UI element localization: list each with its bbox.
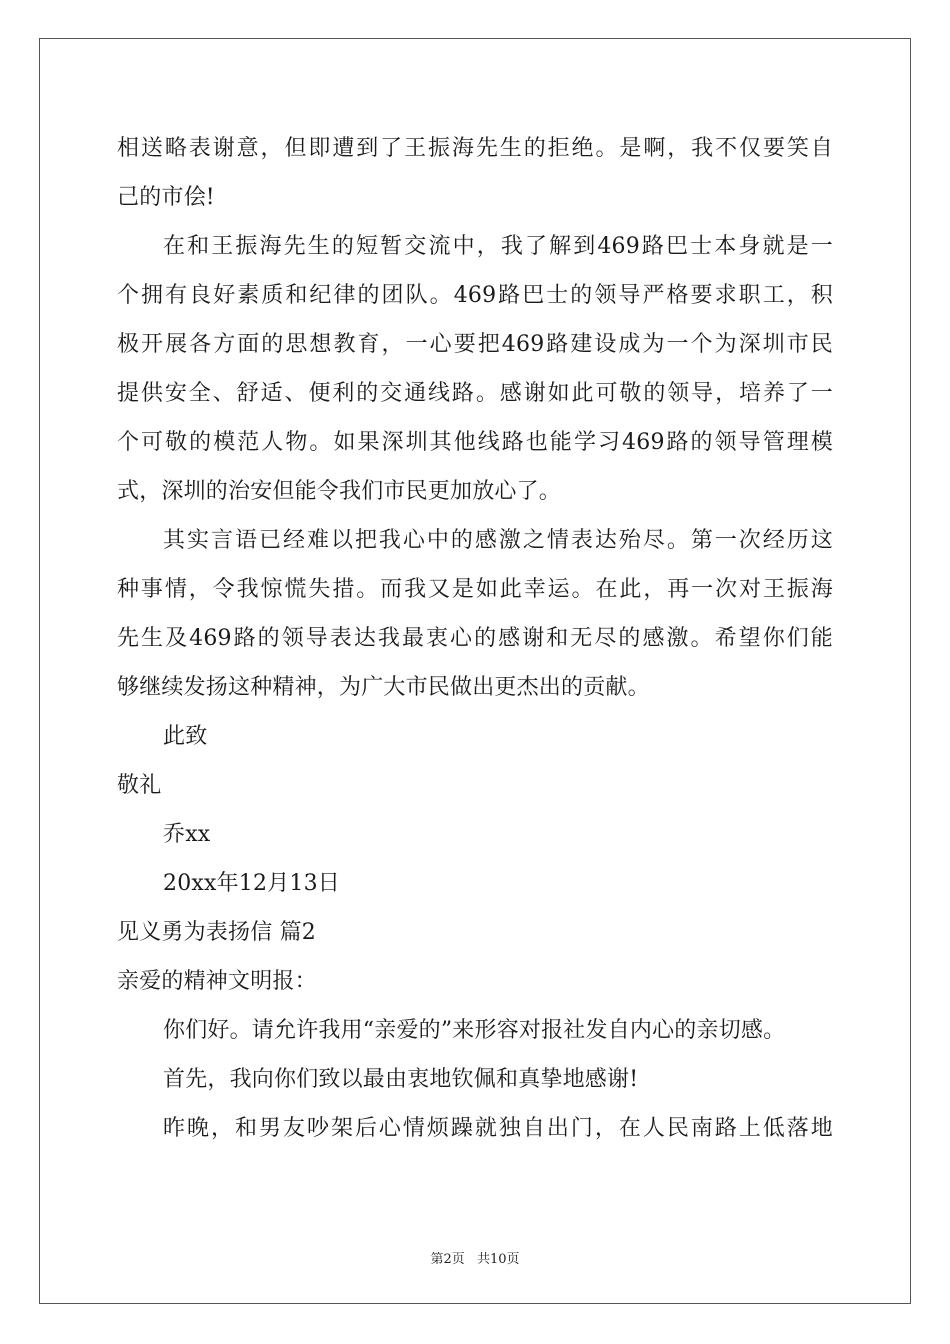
paragraph-start-line: 在和王振海先生的短暂交流中，我了解到469路巴士本身就是一 bbox=[163, 234, 833, 259]
text-line: 个拥有良好素质和纪律的团队。469路巴士的领导严格要求职工，积 bbox=[117, 283, 833, 308]
closing-phrase: 此致 bbox=[163, 724, 208, 749]
text-line: 式，深圳的治安但能令我们市民更加放心了。 bbox=[117, 479, 562, 504]
document-body bbox=[117, 124, 837, 1153]
paragraph-start-line: 首先，我向你们致以最由衷地钦佩和真挚地感谢! bbox=[163, 1067, 639, 1092]
page-footer bbox=[0, 1248, 950, 1267]
text-line: 极开展各方面的思想教育，一心要把469路建设成为一个为深圳市民 bbox=[117, 332, 833, 357]
text-line: 个可敬的模范人物。如果深圳其他线路也能学习469路的领导管理模 bbox=[117, 430, 833, 455]
text-line: 相送略表谢意，但即遭到了王振海先生的拒绝。是啊，我不仅要笑自 bbox=[117, 136, 833, 161]
section-heading: 见义勇为表扬信 篇2 bbox=[117, 920, 316, 945]
text-line: 种事情，令我惊慌失措。而我又是如此幸运。在此，再一次对王振海 bbox=[117, 577, 833, 602]
text-line: 先生及469路的领导表达我最衷心的感谢和无尽的感激。希望你们能 bbox=[117, 626, 833, 651]
paragraph-start-line: 你们好。请允许我用“亲爱的”来形容对报社发自内心的亲切感。 bbox=[163, 1018, 786, 1043]
text-line: 够继续发扬这种精神，为广大市民做出更杰出的贡献。 bbox=[117, 675, 650, 700]
paragraph-start-line: 昨晚，和男友吵架后心情烦躁就独自出门，在人民南路上低落地 bbox=[163, 1116, 833, 1141]
paragraph-start-line: 其实言语已经难以把我心中的感激之情表达殆尽。第一次经历这 bbox=[163, 528, 833, 553]
text-line: 提供安全、舒适、便利的交通线路。感谢如此可敬的领导，培养了一 bbox=[117, 381, 833, 406]
letter-recipient: 亲爱的精神文明报： bbox=[117, 969, 317, 994]
text-line: 己的市侩! bbox=[117, 185, 215, 210]
signature-date: 20xx年12月13日 bbox=[163, 871, 340, 896]
page-total: 共10页 bbox=[476, 1252, 520, 1267]
signature-name: 乔xx bbox=[163, 822, 211, 847]
salutation: 敬礼 bbox=[117, 773, 162, 798]
page-number: 第2页 bbox=[430, 1252, 465, 1267]
